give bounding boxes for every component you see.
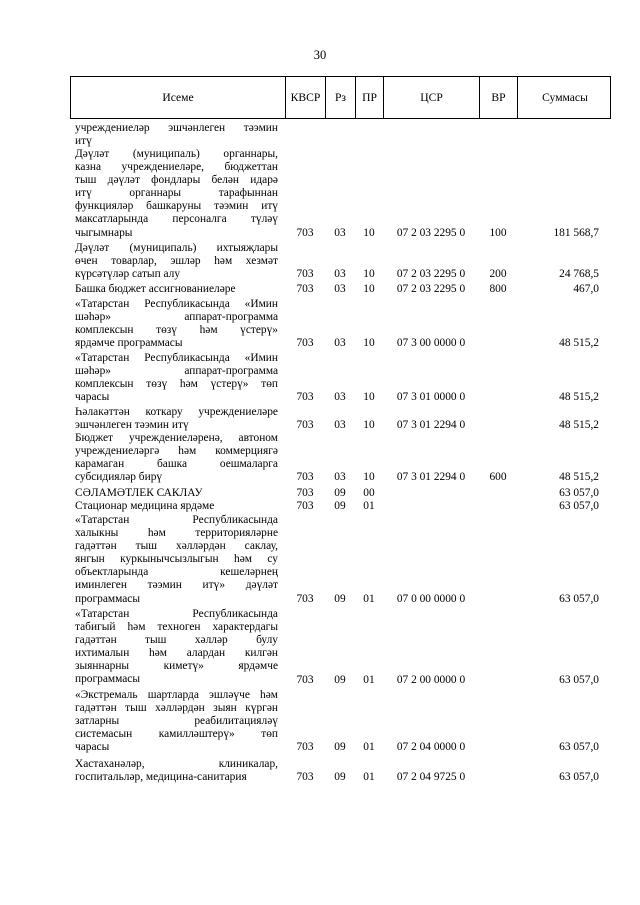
row-name-line: затларны реабилитацияләү — [75, 715, 278, 728]
table-row — [0, 242, 640, 281]
table-row — [0, 148, 640, 240]
header-vr: ВР — [479, 77, 517, 118]
cell-pr: 10 — [363, 268, 375, 281]
row-name-line: «Татарстан Республикасында «Имин — [75, 352, 278, 364]
cell-kvsr: 703 — [296, 391, 314, 404]
header-kvsr: КВСР — [285, 77, 325, 118]
row-name-line: тыш дәүләт фондлары белән идарә — [75, 174, 278, 187]
cell-pr: 01 — [363, 771, 375, 784]
row-name-line: СӘЛАМӘТЛЕК САКЛАУ — [75, 487, 203, 499]
row-name-line: казна учреждениеләре, бюджеттан — [75, 161, 278, 174]
row-name — [75, 406, 278, 432]
cell-csr: 07 3 01 0000 0 — [396, 391, 466, 404]
table-row — [0, 514, 640, 606]
table-row — [0, 487, 640, 500]
row-name-line: субсидияләр бирү — [75, 471, 163, 484]
row-name-line: объектларында кешеләрнең — [75, 566, 278, 579]
cell-csr: 07 2 03 2295 0 — [396, 283, 466, 295]
row-name-line: системасын камилләштерү» төп — [75, 728, 278, 741]
header-pr: ПР — [355, 77, 383, 118]
row-name-line: чыгымнары — [75, 226, 133, 239]
cell-vr: 200 — [489, 268, 507, 281]
cell-pr: 00 — [363, 487, 375, 499]
row-name-line: шәһәр» аппарат-программа — [75, 365, 278, 378]
cell-rz: 03 — [334, 419, 346, 432]
cell-rz: 03 — [334, 391, 346, 404]
cell-sum: 48 515,2 — [559, 337, 599, 350]
cell-sum: 24 768,5 — [559, 268, 599, 281]
table-row — [0, 608, 640, 687]
table-row — [0, 406, 640, 432]
cell-sum: 63 057,0 — [559, 673, 599, 686]
row-name — [75, 352, 278, 404]
row-name-line: чарасы — [75, 391, 110, 404]
row-name-line: зыяннарны киметү» ярдәмче — [75, 660, 278, 673]
cell-pr: 10 — [363, 283, 375, 295]
row-name-line: янгын куркынычсызлыгын һәм су — [75, 553, 278, 566]
header-sum: Суммасы — [517, 77, 612, 118]
cell-kvsr: 703 — [296, 419, 314, 432]
row-name-line: учреждениеләргә һәм коммерциягә — [75, 445, 278, 458]
row-name-line: «Татарстан Республикасында — [75, 514, 278, 526]
cell-sum: 63 057,0 — [559, 592, 599, 605]
row-name — [75, 148, 278, 240]
table-row — [0, 758, 640, 784]
table-row — [0, 689, 640, 755]
row-name-line: Хастаханәләр, клиникалар, — [75, 758, 278, 770]
cell-vr: 800 — [489, 283, 507, 295]
row-name-line: Бюджет учреждениеләренә, автоном — [75, 432, 278, 444]
cell-rz: 09 — [334, 771, 346, 784]
cell-csr: 07 0 00 0000 0 — [396, 592, 466, 605]
cell-csr: 07 3 01 2294 0 — [396, 471, 466, 484]
cell-csr: 07 2 04 0000 0 — [396, 741, 466, 754]
row-name-line: программасы — [75, 592, 141, 605]
row-name-line: иминлеген тәэмин итү» дәүләт — [75, 579, 278, 592]
row-name-line: «Экстремаль шартларда эшләүче һәм — [75, 689, 278, 701]
row-name — [75, 514, 278, 606]
cell-sum: 48 515,2 — [559, 391, 599, 404]
header-csr: ЦСР — [383, 77, 479, 118]
table-row — [0, 298, 640, 350]
cell-kvsr: 703 — [296, 771, 314, 784]
row-name-line: гадәттән тыш хәлләр булу — [75, 634, 278, 647]
table-row — [0, 283, 640, 296]
cell-pr: 01 — [363, 673, 375, 686]
cell-rz: 03 — [334, 337, 346, 350]
row-name-line: «Татарстан Республикасында «Имин — [75, 298, 278, 310]
cell-kvsr: 703 — [296, 592, 314, 605]
row-name-line: Дәүләт (муниципаль) органнары, — [75, 148, 278, 160]
row-name-line: табигый һәм техноген характердагы — [75, 621, 278, 634]
cell-sum: 63 057,0 — [559, 500, 599, 512]
row-name-line: госпитальләр, медицина-санитария — [75, 771, 247, 784]
cell-pr: 10 — [363, 337, 375, 350]
table-row — [0, 500, 640, 513]
row-name-line: күрсәтүләр сатып алу — [75, 268, 181, 281]
row-name-line: Һәлакәттән коткару учреждениеләре — [75, 406, 278, 418]
row-name — [75, 500, 278, 513]
cell-rz: 09 — [334, 500, 346, 512]
cell-kvsr: 703 — [296, 487, 314, 499]
cell-vr: 100 — [489, 226, 507, 239]
row-name-line: комплексын төзү һәм үстерү» — [75, 324, 278, 337]
cell-csr: 07 2 03 2295 0 — [396, 268, 466, 281]
row-name — [75, 608, 278, 687]
row-name — [75, 283, 278, 296]
row-name-line: шәһәр» аппарат-программа — [75, 311, 278, 324]
cell-pr: 10 — [363, 391, 375, 404]
cell-sum: 181 568,7 — [553, 226, 599, 239]
row-name-line: гадәттән тыш хәлләрдән зыян күргән — [75, 702, 278, 715]
cell-vr: 600 — [489, 471, 507, 484]
row-name-line: Стационар медицина ярдәме — [75, 500, 215, 512]
row-name-line: комплексын төзү һәм үстерү» төп — [75, 378, 278, 391]
cell-pr: 10 — [363, 471, 375, 484]
row-name-line: карамаган башка оешмаларга — [75, 458, 278, 471]
cell-sum: 467,0 — [573, 283, 599, 295]
cell-rz: 09 — [334, 741, 346, 754]
cell-sum: 63 057,0 — [559, 771, 599, 784]
header-rz: Рз — [325, 77, 355, 118]
cell-pr: 10 — [363, 226, 375, 239]
cell-rz: 09 — [334, 592, 346, 605]
cell-kvsr: 703 — [296, 337, 314, 350]
header-name: Исеме — [162, 91, 194, 104]
cell-kvsr: 703 — [296, 741, 314, 754]
row-name-line: ярдәмче программасы — [75, 337, 183, 350]
cell-sum: 63 057,0 — [559, 487, 599, 499]
row-name-line: эшчәнлеген тәэмин итү — [75, 419, 189, 432]
cell-pr: 01 — [363, 741, 375, 754]
row-name — [75, 758, 278, 784]
row-name — [75, 298, 278, 350]
cell-sum: 63 057,0 — [559, 741, 599, 754]
row-name-line: ихтималын һәм алардан килгән — [75, 647, 278, 660]
row-name — [75, 242, 278, 281]
cell-csr: 07 2 03 2295 0 — [396, 226, 466, 239]
row-name-line: итү органнары тарафыннан — [75, 187, 278, 200]
table-header — [70, 76, 611, 119]
cell-kvsr: 703 — [296, 673, 314, 686]
row-name — [75, 487, 278, 500]
row-name-line: «Татарстан Республикасында — [75, 608, 278, 620]
row-name-line: өчен товарлар, эшләр һәм хезмәт — [75, 255, 278, 268]
row-name-line: программасы — [75, 673, 141, 686]
table-row — [0, 432, 640, 484]
cell-pr: 10 — [363, 419, 375, 432]
cell-pr: 01 — [363, 592, 375, 605]
row-name-line: Башка бюджет ассигнованиеләре — [75, 283, 236, 295]
cell-csr: 07 2 04 9725 0 — [396, 771, 466, 784]
cell-kvsr: 703 — [296, 226, 314, 239]
cell-kvsr: 703 — [296, 283, 314, 295]
row-name-line: итү — [75, 135, 92, 148]
cell-kvsr: 703 — [296, 500, 314, 512]
row-name-line: функцияләр башкаруны тәэмин итү — [75, 200, 278, 213]
cell-sum: 48 515,2 — [559, 419, 599, 432]
cell-rz: 09 — [334, 487, 346, 499]
cell-kvsr: 703 — [296, 471, 314, 484]
row-name — [75, 689, 278, 754]
row-name-line: Дәүләт (муниципаль) ихтыяҗлары — [75, 242, 278, 254]
cell-csr: 07 2 00 0000 0 — [396, 673, 466, 686]
cell-rz: 03 — [334, 283, 346, 295]
row-name — [75, 122, 278, 148]
row-name-line: максатларында персоналга түләү — [75, 213, 278, 226]
cell-pr: 01 — [363, 500, 375, 512]
cell-rz: 03 — [334, 226, 346, 239]
cell-rz: 03 — [334, 471, 346, 484]
row-name-line: чарасы — [75, 741, 110, 754]
row-name-line: халыкны һәм территорияләрне — [75, 527, 278, 540]
cell-sum: 48 515,2 — [559, 471, 599, 484]
row-name — [75, 432, 278, 484]
row-name-line: гадәттән тыш хәлләрдән саклау, — [75, 540, 278, 553]
cell-rz: 03 — [334, 268, 346, 281]
table-row — [0, 122, 640, 148]
cell-csr: 07 3 01 2294 0 — [396, 419, 466, 432]
page-number: 30 — [313, 48, 327, 62]
table-row — [0, 352, 640, 404]
cell-kvsr: 703 — [296, 268, 314, 281]
cell-rz: 09 — [334, 673, 346, 686]
row-name-line: учреждениеләр эшчәнлеген тәэмин — [75, 122, 278, 134]
cell-csr: 07 3 00 0000 0 — [396, 337, 466, 350]
